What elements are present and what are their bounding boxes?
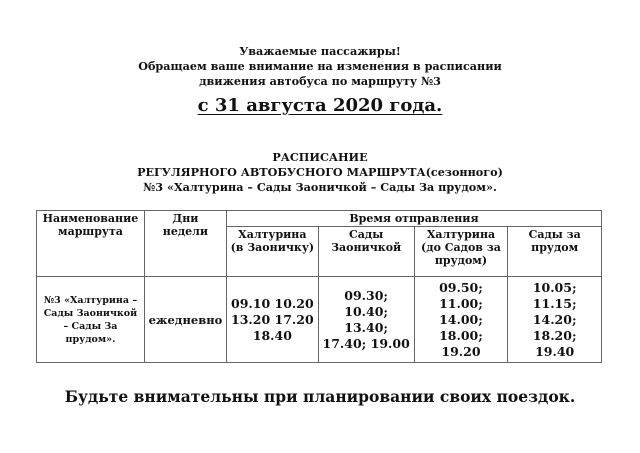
times-cell-2: 09.30; 10.40; 13.40; 17.40; 19.00 xyxy=(318,277,414,363)
schedule-title: РАСПИСАНИЕ xyxy=(272,150,368,164)
header-days: Дни недели xyxy=(144,211,226,277)
schedule-table xyxy=(36,210,602,363)
effective-date-text: с 31 августа 2020 года. xyxy=(197,95,443,116)
stop-haltyrina-zaonichku: Халтурина (в Заоничку) xyxy=(226,227,318,277)
notice-block xyxy=(0,44,640,89)
times-cell-1: 09.10 10.20 13.20 17.20 18.40 xyxy=(226,277,318,363)
table-row xyxy=(37,277,602,363)
stop-sady-za-prudom: Сады за прудом xyxy=(508,227,602,277)
footer-warning: Будьте внимательны при планировании своих поездок. xyxy=(64,387,576,406)
header-row xyxy=(37,211,602,227)
header-route: Наименование маршрута xyxy=(37,211,145,277)
times-cell-3: 09.50; 11.00; 14.00; 18.00; 19.20 xyxy=(414,277,508,363)
days-cell: ежедневно xyxy=(144,277,226,363)
times-cell-4: 10.05; 11.15; 14.20; 18.20; 19.40 xyxy=(508,277,602,363)
schedule-heading xyxy=(0,150,640,195)
notice-greeting: Уважаемые пассажиры! xyxy=(239,44,401,58)
stop-sady-zaonichkoy: Сады Заоничкой xyxy=(318,227,414,277)
route-cell: №3 «Халтурина – Сады Заоничкой – Сады За прудом». xyxy=(37,277,145,363)
stop-haltyrina-za-prudom: Халтурина (до Садов за прудом) xyxy=(414,227,508,277)
header-departure-time: Время отправления xyxy=(226,211,601,227)
notice-line-3: движения автобуса по маршруту №3 xyxy=(199,74,441,88)
effective-date xyxy=(0,95,640,117)
schedule-subtitle: РЕГУЛЯРНОГО АВТОБУСНОГО МАРШРУТА(сезонного) xyxy=(137,165,503,179)
schedule-route-name: №3 «Халтурина – Сады Заоничкой – Сады За прудом». xyxy=(143,180,497,194)
notice-line-2: Обращаем ваше внимание на изменения в расписании xyxy=(138,59,502,73)
